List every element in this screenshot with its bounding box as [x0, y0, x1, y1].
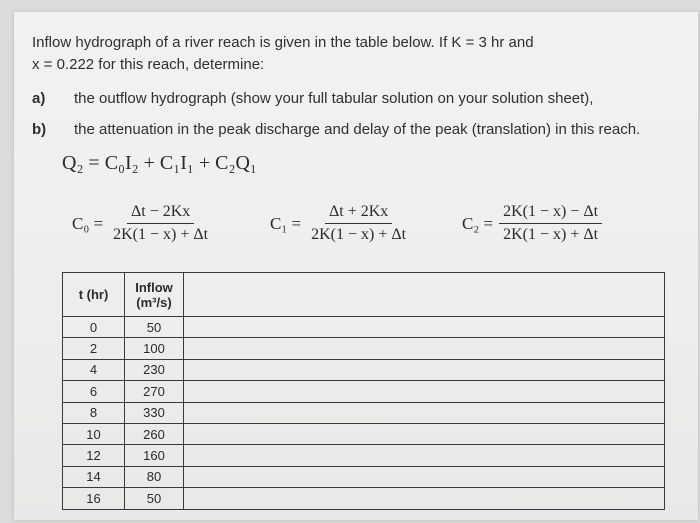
- c0-denominator: 2K(1 − x) + Δt: [113, 226, 209, 243]
- part-a-text: the outflow hydrograph (show your full tabular solution on your solution sheet),: [74, 90, 594, 107]
- inflow-cell: 80: [125, 466, 184, 487]
- inflow-table: [62, 272, 665, 510]
- table-row: [63, 402, 665, 423]
- problem-line-2: x = 0.222 for this reach, determine:: [32, 56, 265, 73]
- blank-cell: [184, 381, 665, 402]
- part-a-label: a): [32, 90, 46, 107]
- c1-numerator: Δt + 2Kx: [325, 203, 392, 224]
- c2-denominator: 2K(1 − x) + Δt: [503, 226, 599, 243]
- c1-formula: [270, 203, 410, 244]
- inflow-cell: 270: [125, 381, 184, 402]
- time-cell: 16: [63, 488, 125, 509]
- table-row: [63, 445, 665, 466]
- blank-cell: [184, 445, 665, 466]
- header-inflow-label: Inflow: [135, 279, 173, 295]
- table-row: [63, 488, 665, 509]
- time-cell: 2: [63, 338, 125, 359]
- time-cell: 0: [63, 317, 125, 338]
- part-b-label: b): [32, 121, 47, 138]
- blank-cell: [184, 338, 665, 359]
- inflow-cell: 230: [125, 359, 184, 380]
- table-row: [63, 381, 665, 402]
- inflow-cell: 330: [125, 402, 184, 423]
- time-cell: 4: [63, 359, 125, 380]
- c2-formula: [462, 203, 602, 244]
- inflow-cell: 50: [125, 317, 184, 338]
- c1-label: C₁ =: [270, 213, 302, 233]
- c0-label: C₀ =: [72, 213, 104, 233]
- inflow-cell: 160: [125, 445, 184, 466]
- c0-formula: [72, 203, 212, 244]
- blank-cell: [184, 423, 665, 444]
- header-time: t (hr): [63, 273, 125, 317]
- time-cell: 6: [63, 381, 125, 402]
- table-row: [63, 317, 665, 338]
- time-cell: 14: [63, 466, 125, 487]
- c1-denominator: 2K(1 − x) + Δt: [311, 226, 407, 243]
- blank-cell: [184, 488, 665, 509]
- muskingum-equation: Q₂ = C₀I₂ + C₁I₁ + C₂Q₁: [62, 152, 257, 174]
- blank-cell: [184, 317, 665, 338]
- blank-cell: [184, 466, 665, 487]
- c0-numerator: Δt − 2Kx: [127, 203, 194, 224]
- header-empty: [184, 273, 665, 317]
- table-header-row: [63, 273, 665, 317]
- inflow-cell: 50: [125, 488, 184, 509]
- c2-numerator: 2K(1 − x) − Δt: [499, 203, 602, 224]
- table-row: [63, 338, 665, 359]
- table-row: [63, 359, 665, 380]
- part-b-text: the attenuation in the peak discharge and delay of the peak (translation) in this reach.: [74, 121, 641, 138]
- time-cell: 10: [63, 423, 125, 444]
- problem-line-1: Inflow hydrograph of a river reach is given in the table below. If K = 3 hr and: [32, 34, 534, 51]
- blank-cell: [184, 402, 665, 423]
- header-inflow-unit: (m³/s): [136, 294, 172, 310]
- time-cell: 12: [63, 445, 125, 466]
- time-cell: 8: [63, 402, 125, 423]
- table-row: [63, 423, 665, 444]
- c2-label: C₂ =: [462, 213, 494, 233]
- header-inflow: [125, 273, 184, 317]
- inflow-cell: 100: [125, 338, 184, 359]
- table-row: [63, 466, 665, 487]
- inflow-cell: 260: [125, 423, 184, 444]
- blank-cell: [184, 359, 665, 380]
